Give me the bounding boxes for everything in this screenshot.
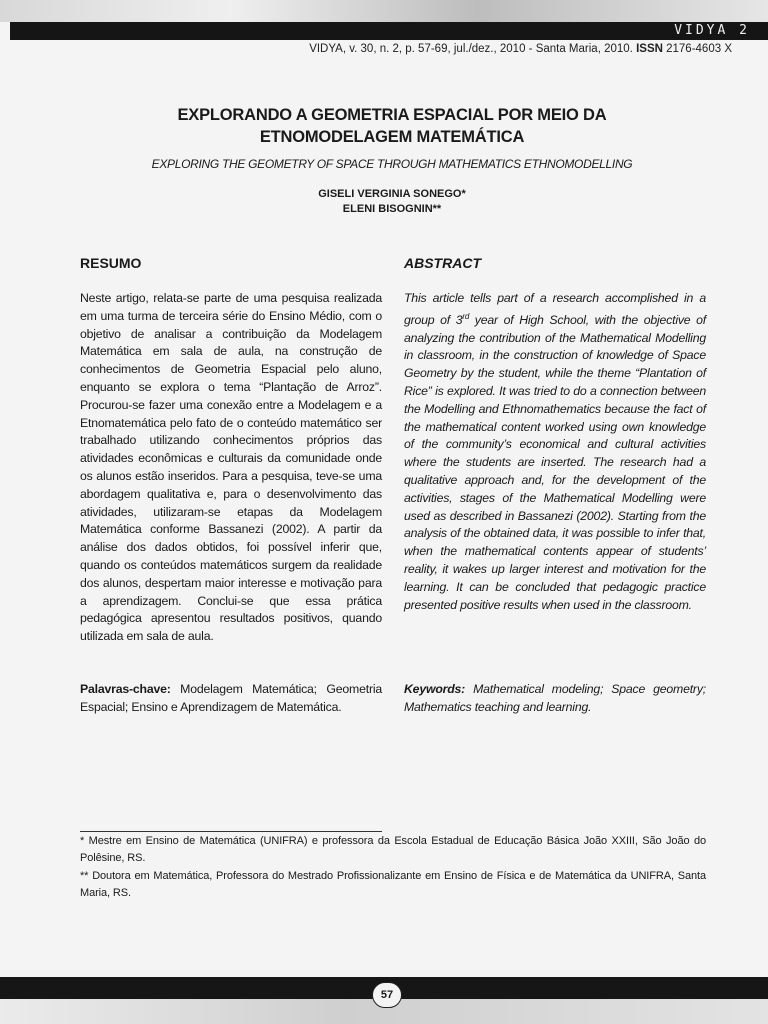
keywords-label: Keywords: [404, 682, 466, 696]
footnote-divider [80, 831, 382, 832]
resumo-keywords [80, 680, 382, 716]
citation-text: VIDYA, v. 30, n. 2, p. 57-69, jul./dez., 2010 - Santa Maria, 2010. [309, 43, 633, 55]
resumo-heading: RESUMO [80, 255, 142, 271]
keywords-values: Mathematical modeling; Space geometry; Mathematics teaching and learning. [404, 682, 706, 714]
ordinal-superscript: rd [462, 311, 470, 321]
citation-line [309, 43, 732, 55]
title-line-2: ETNOMODELAGEM MATEMÁTICA [259, 128, 525, 146]
page-number: 57 [372, 982, 402, 1008]
abstract-text-start: This article tells part of a research accomplished in a group of 3 [404, 291, 706, 327]
abstract-heading: ABSTRACT [404, 255, 481, 271]
palavras-chave-values: Modelagem Matemática; Geometria Espacial; Ensino e Aprendizagem de Matemática. [80, 682, 383, 714]
english-title: EXPLORING THE GEOMETRY OF SPACE THROUGH MATHEMATICS ETHNOMODELLING [151, 157, 633, 171]
resumo-text: Neste artigo, relata-se parte de uma pesquisa realizada em uma turma de terceira série do Ensino Médio, com o objetivo de analisar a contribuição da Modelagem Matemática em sala de aula, na construção de conhecimentos de Geometria Espacial pelo aluno, enquanto se explora o tema “Plantação de Arroz”. Procurou-se fazer uma conexão entre a Modelagem e a Etnomatemática pelo fato de o conteúdo matemático ser trabalhado utilizando conhecimentos próprios das atividades econômicas e culturais da comunidade onde os alunos estão inseridos. Para a pesquisa, teve-se uma abordagem qualitativa e, para o desenvolvimento das atividades, utilizaram-se etapas da Modelagem Matemática conforme Bassanezi (2002). A partir da análise dos dados obtidos, foi possível inferir que, quando os conteúdos matemáticos surgem da realidade dos alunos, despertam maior interesse e motivação para a aprendizagem. Conclui-se que essa prática pedagógica apresentou resultados positivos, quando utilizada em sala de aula. [80, 291, 382, 644]
article-title [100, 104, 684, 148]
abstract-text-rest: year of High School, with the objective of analyzing the contribution of the Mathematical Modelling in classroom, in the construction of knowledge of Space Geometry by the student, while the theme “Plantation of Rice” is explored. It was tried to do a connection between the Modelling and Ethnomathematics because the fact of the mathematical content worked using own knowledge of the community’s economical and cultural activities where the students are inserted. The research had a qualitative approach and, for the development of the activities, stages of the Mathematical Modelling were used as described in Bassanezi (2002). Starting from the analysis of the obtained data, it was possible to infer that, when the mathematical contents appear of students’ reality, it wakes up larger interest and motivation for the learning. It can be concluded that pedagogic practice presented positive results when used in the classroom. [404, 312, 706, 612]
issn-value: 2176-4603 X [666, 43, 732, 55]
abstract-text [404, 290, 706, 614]
footnotes [80, 833, 706, 902]
journal-brand: VIDYA 2 [674, 23, 750, 38]
author-1: GISELI VERGINIA SONEGO* [318, 188, 466, 200]
header-bar [10, 22, 768, 40]
issn-label: ISSN [636, 43, 663, 55]
author-2: ELENI BISOGNIN** [342, 203, 442, 215]
header-gradient-band [0, 0, 768, 22]
palavras-chave-label: Palavras-chave: [80, 682, 171, 696]
abstract-keywords [404, 680, 706, 716]
footnote-2: ** Doutora em Matemática, Professora do Mestrado Profissionalizante em Ensino de Física e de Matemática da UNIFRA, Santa Maria, RS. [80, 869, 706, 899]
footnote-1: * Mestre em Ensino de Matemática (UNIFRA) e professora da Escola Estadual de Educação Básica João XXIII, São João do Polêsine, RS. [80, 835, 706, 865]
title-line-1: EXPLORANDO A GEOMETRIA ESPACIAL POR MEIO DA [177, 106, 607, 124]
authors [200, 187, 584, 217]
